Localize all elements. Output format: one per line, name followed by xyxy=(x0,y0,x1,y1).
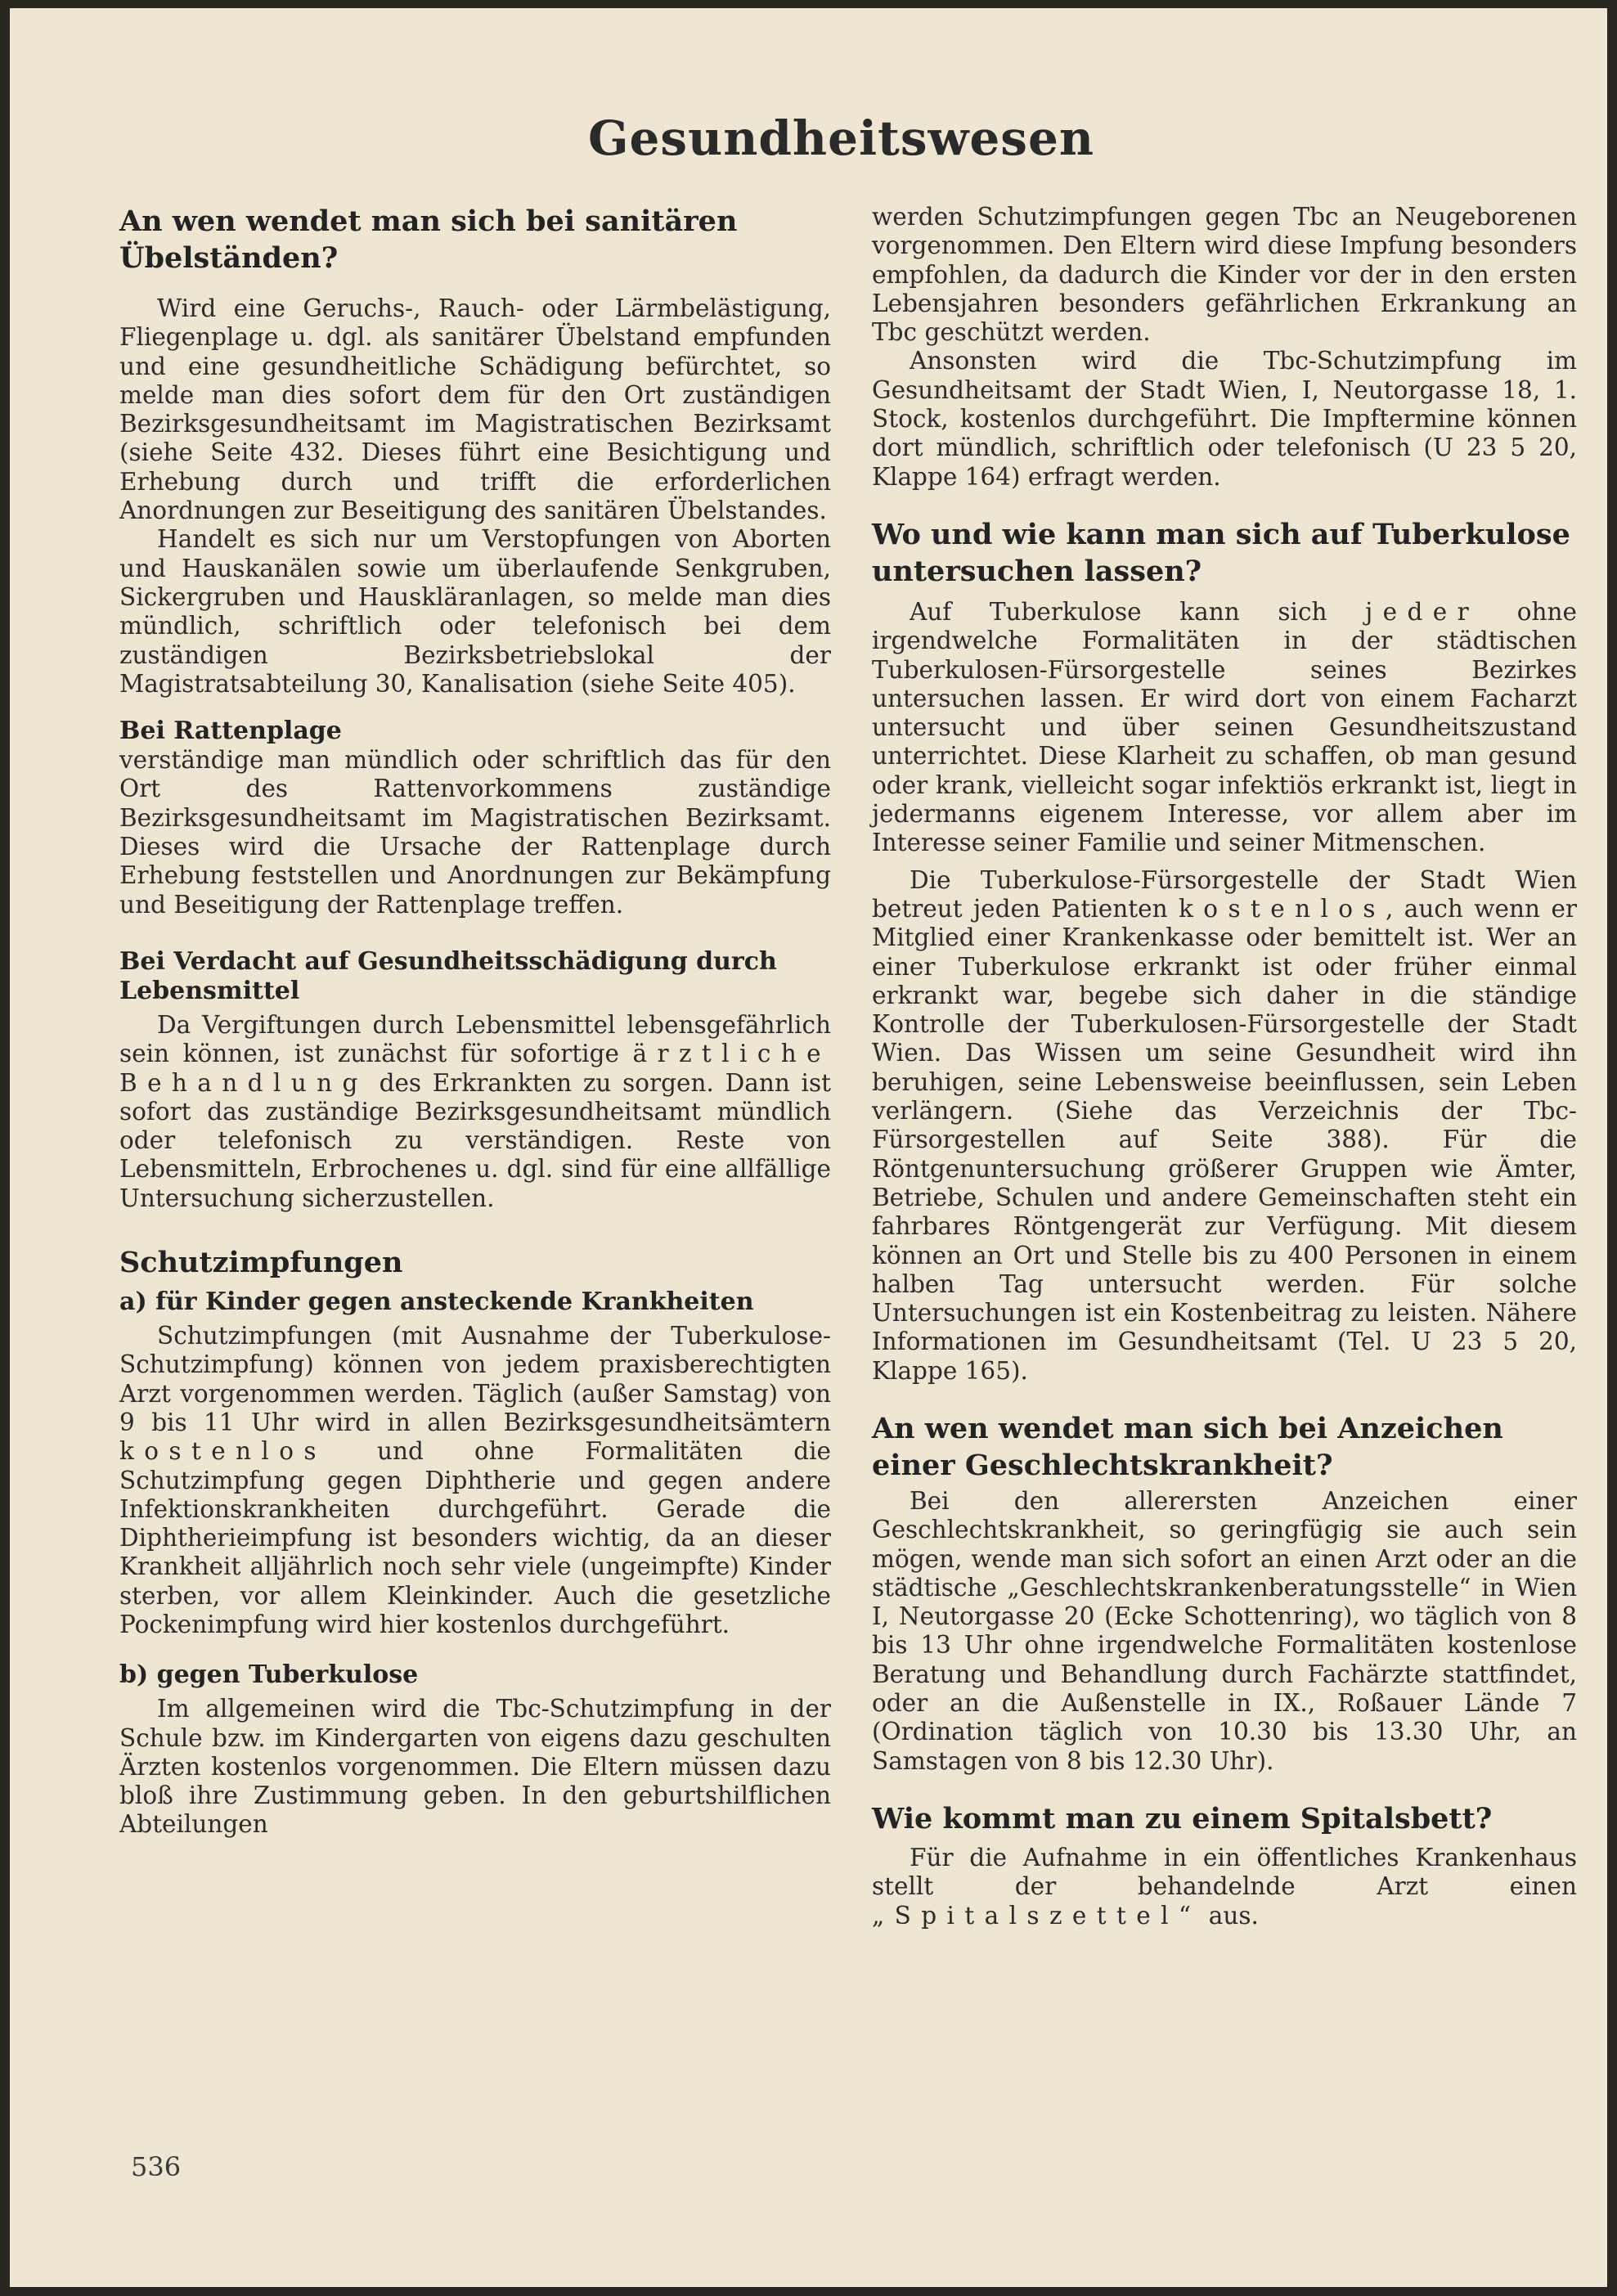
spaced-emphasis: ärztliche Behandlung xyxy=(119,1040,831,1097)
text-fragment: aus. xyxy=(1208,1901,1259,1930)
spaced-emphasis: „Spitalszettel“ xyxy=(872,1901,1202,1930)
spaced-emphasis: kostenlos xyxy=(1179,894,1386,923)
text-fragment: Schutzimpfungen (mit Ausnahme der Tuberkulose-Schutzimpfung) können von jedem praxisberechtigten Arzt vorgenommen werden. Täglich (außer Samstag) von 9 bis 11 Uhr wird in allen Bezirksgesundheitsämtern xyxy=(119,1322,831,1436)
heading-tuberkulose-untersuchung: Wo und wie kann man sich auf Tuberkulose untersuchen lassen? xyxy=(872,517,1570,588)
left-column xyxy=(119,203,831,1840)
page-title: Gesundheitswesen xyxy=(587,110,1095,166)
paragraph-lebensmittel-vergiftung xyxy=(119,1011,831,1213)
text-fragment: Auf Tuberkulose kann sich xyxy=(910,597,1327,626)
spaced-emphasis: jeder xyxy=(1365,597,1480,626)
paragraph-tbc-schutzimpfung: Im allgemeinen wird die Tbc-Schutzimpfung in der Schule bzw. im Kindergarten von eigens dazu geschulten Ärzten kostenlos vorgenommen. Die Eltern müssen dazu bloß ihre Zustimmung geben. In den geburtshilflichen Abteilungen xyxy=(119,1695,831,1839)
heading-geschlechtskrankheit: An wen wendet man sich bei Anzeichen einer Geschlechtskrankheit? xyxy=(872,1411,1503,1482)
paragraph-laermbelaestigung: Wird eine Geruchs-, Rauch- oder Lärmbelästigung, Fliegenplage u. dgl. als sanitärer Übelstand empfunden und eine gesundheitliche Schädigung befürchtet, so melde man dies sofort dem für den Ort zuständigen Bezirksgesundheitsamt im Magistratischen Bezirksamt (siehe Seite 432. Dieses führt eine Besichtigung und Erhebung durch und trifft die erforderlichen Anordnungen zur Beseitigung des sanitären Übelstandes. xyxy=(119,294,831,525)
text-fragment: Da Vergiftungen durch Lebensmittel lebensgefährlich sein können, ist zunächst für sofortige xyxy=(119,1010,831,1068)
paragraph-rattenplage: verständige man mündlich oder schriftlich das für den Ort des Rattenvorkommens zuständige Bezirksgesundheitsamt im Magistratischen Bezirksamt. Dieses wird die Ursache der Rattenplage durch Erhebung feststellen und Anordnungen zur Bekämpfung und Beseitigung der Rattenplage treffen. xyxy=(119,746,831,919)
text-fragment: , auch wenn er Mitglied einer Krankenkasse oder bemittelt ist. Wer an einer Tuberkulose erkrankt ist oder früher einmal erkrankt war, begebe sich daher in die ständige Kontrolle der Tuberkulosen-Fürsorgestelle der Stadt Wien. Das Wissen um seine Gesundheit wird ihn beruhigen, seine Lebensweise beeinflussen, sein Leben verlängern. (Siehe das Verzeichnis der Tbc-Fürsorgestellen auf Seite 388). Für die Röntgenuntersuchung größerer Gruppen wie Ämter, Betriebe, Schulen und andere Gemeinschaften steht ein fahrbares Röntgengerät zur Verfügung. Mit diesem können an Ort und Stelle bis zu 400 Personen in einem halben Tag untersucht werden. Für solche Untersuchungen ist ein Kostenbeitrag zu leisten. Nähere Informationen im Gesundheitsamt (Tel. U 23 5 20, Klappe 165). xyxy=(872,894,1578,1385)
paragraph-schutzimpfungen-kinder xyxy=(119,1322,831,1639)
paragraph-geschlechtskrankheit: Bei den allerersten Anzeichen einer Geschlechtskrankheit, so geringfügig sie auch sein mögen, wende man sich sofort an einen Arzt oder an die städtische „Geschlechtskrankenberatungsstelle“ in Wien I, Neutorgasse 20 (Ecke Schottenring), wo täglich von 8 bis 13 Uhr ohne irgendwelche Formalitäten kostenlose Beratung und Behandlung durch Fachärzte stattfindet, oder an die Außenstelle in IX., Roßauer Lände 7 (Ordination täglich von 10.30 bis 13.30 Uhr, an Samstagen von 8 bis 12.30 Uhr). xyxy=(872,1486,1577,1775)
text-fragment: Die Tuberkulose-Fürsorgestelle der Stadt Wien betreut jeden Patienten xyxy=(872,865,1577,923)
heading-spitalsbett: Wie kommt man zu einem Spitalsbett? xyxy=(872,1801,1493,1835)
paragraph-gesundheitsamt-impfung: Ansonsten wird die Tbc-Schutzimpfung im Gesundheitsamt der Stadt Wien, I, Neutorgasse 18, 1. Stock, kostenlos durchgeführt. Die Impftermine können dort mündlich, schriftlich oder telefonisch (U 23 5 20, Klappe 164) erfragt werden. xyxy=(872,347,1577,491)
paragraph-spitalsbett xyxy=(872,1844,1577,1930)
paragraph-tbc-neugeborene: werden Schutzimpfungen gegen Tbc an Neugeborenen vorgenommen. Den Eltern wird diese Impfung besonders empfohlen, da dadurch die Kinder vor der in den ersten Lebensjahren besonders gefährlichen Erkrankung an Tbc geschützt werden. xyxy=(872,203,1577,347)
heading-gegen-tuberkulose: b) gegen Tuberkulose xyxy=(119,1660,419,1690)
paragraph-tbc-fuersorgestelle xyxy=(872,598,1577,858)
spaced-emphasis: kostenlos xyxy=(119,1437,326,1466)
text-fragment: des Erkrankten zu sorgen. Dann ist sofort das zuständige Bezirksgesundheitsamt mündlich oder telefonisch zu verständigen. Reste von Lebensmitteln, Erbrochenes u. dgl. sind für eine allfällige Untersuchung sicherzustellen. xyxy=(119,1068,831,1212)
heading-lebensmittel-verdacht: Bei Verdacht auf Gesundheitsschädigung durch Lebensmittel xyxy=(119,946,777,1005)
paragraph-verstopfungen: Handelt es sich nur um Verstopfungen von Aborten und Hauskanälen sowie um überlaufende Senkgruben, Sickergruben und Hauskläranlagen, so melde man dies mündlich, schriftlich oder telefonisch bei dem zuständigen Bezirksbetriebslokal der Magistratsabteilung 30, Kanalisation (siehe Seite 405). xyxy=(119,525,831,698)
heading-schutzimpfungen: Schutzimpfungen xyxy=(119,1246,403,1280)
book-page xyxy=(10,8,1607,2287)
heading-sanitaere-uebelstaende: An wen wendet man sich bei sanitären Übelständen? xyxy=(119,204,738,275)
heading-kinder-ansteckende-krankheiten: a) für Kinder gegen ansteckende Krankheiten xyxy=(119,1287,754,1317)
heading-rattenplage: Bei Rattenplage xyxy=(119,717,342,746)
text-fragment: ohne irgendwelche Formalitäten in der städtischen Tuberkulosen-Fürsorgestelle seines Bezirkes untersuchen lassen. Er wird dort von einem Facharzt untersucht und über seinen Gesundheitszustand unterrichtet. Diese Klarheit zu schaffen, ob man gesund oder krank, vielleicht sogar infektiös erkrankt ist, liegt in jedermanns eigenem Interesse, vor allem aber im Interesse seiner Familie und seiner Mitmenschen. xyxy=(872,597,1577,857)
right-column xyxy=(872,203,1577,1930)
page-number: 536 xyxy=(131,2151,182,2182)
text-fragment: und ohne Formalitäten die Schutzimpfung gegen Diphtherie und gegen andere Infektionskrankheiten durchgeführt. Gerade die Diphtherieimpfung ist besonders wichtig, da an dieser Krankheit alljährlich noch sehr viele (ungeimpfte) Kinder sterben, vor allem Kleinkinder. Auch die gesetzliche Pockenimpfung wird hier kostenlos durchgeführt. xyxy=(119,1437,831,1638)
paragraph-tbc-betreuung xyxy=(872,866,1577,1386)
text-fragment: Für die Aufnahme in ein öffentliches Krankenhaus stellt der behandelnde Arzt einen xyxy=(872,1843,1577,1901)
